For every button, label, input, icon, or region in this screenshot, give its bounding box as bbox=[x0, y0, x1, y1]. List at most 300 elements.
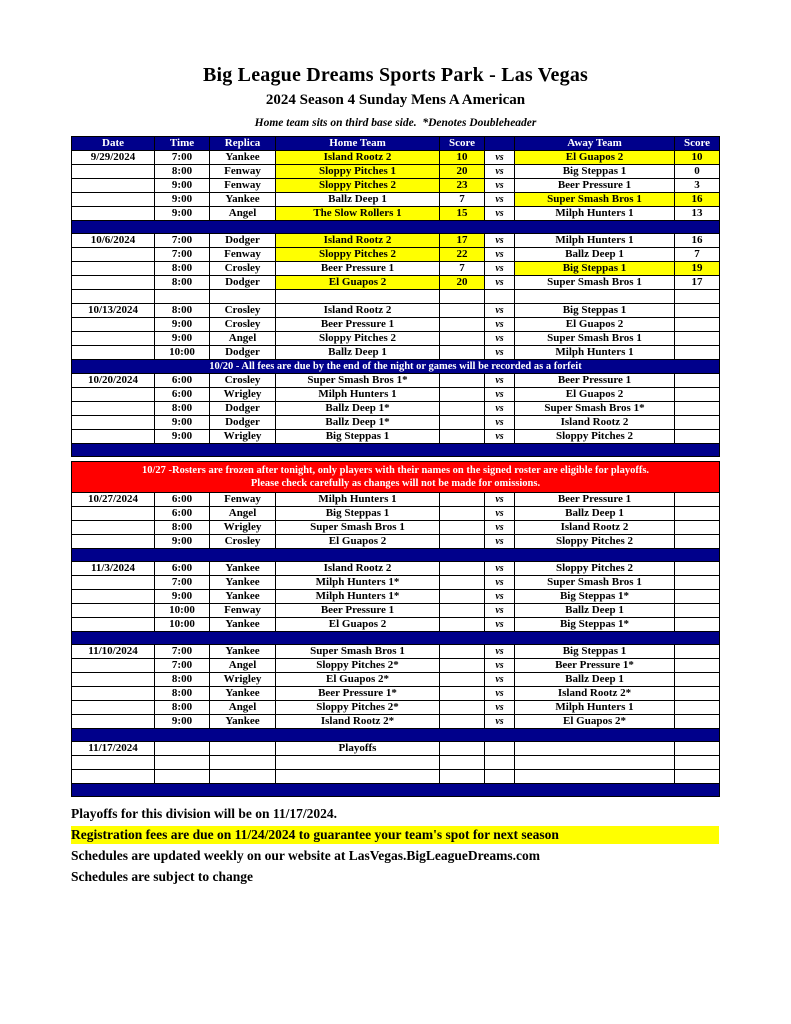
playoffs-row bbox=[72, 742, 720, 756]
separator-band bbox=[72, 729, 720, 742]
vs-label: vs bbox=[485, 715, 515, 729]
away-team-cell: Ballz Deep 1 bbox=[515, 673, 675, 687]
roster-freeze-notice-line: 10/27 -Rosters are frozen after tonight, only players with their names on the signed roster are eligible for playoffs. bbox=[141, 465, 650, 476]
vs-label: vs bbox=[485, 645, 515, 659]
empty-cell bbox=[515, 756, 675, 770]
empty-cell bbox=[155, 756, 210, 770]
away-team-cell: El Guapos 2* bbox=[515, 715, 675, 729]
away-team-cell: Milph Hunters 1 bbox=[515, 207, 675, 221]
page-subtitle: 2024 Season 4 Sunday Mens A American bbox=[265, 92, 526, 108]
vs-label: vs bbox=[485, 576, 515, 590]
away-team-cell: Milph Hunters 1 bbox=[515, 701, 675, 715]
empty-cell bbox=[440, 770, 485, 784]
time-cell: 8:00 bbox=[155, 262, 210, 276]
replica-cell: Crosley bbox=[210, 318, 276, 332]
replica-cell: Yankee bbox=[210, 715, 276, 729]
replica-cell: Crosley bbox=[210, 374, 276, 388]
home-score-cell: 7 bbox=[440, 193, 485, 207]
date-cell bbox=[72, 165, 155, 179]
replica-cell: Wrigley bbox=[210, 673, 276, 687]
replica-cell: Yankee bbox=[210, 687, 276, 701]
away-team-cell: Ballz Deep 1 bbox=[515, 507, 675, 521]
time-cell: 7:00 bbox=[155, 659, 210, 673]
game-row bbox=[72, 701, 720, 715]
home-score-cell: 10 bbox=[440, 151, 485, 165]
time-cell: 9:00 bbox=[155, 430, 210, 444]
date-cell bbox=[72, 535, 155, 549]
vs-label: vs bbox=[485, 193, 515, 207]
date-cell bbox=[72, 207, 155, 221]
game-row bbox=[72, 304, 720, 318]
time-cell: 6:00 bbox=[155, 562, 210, 576]
empty-cell bbox=[155, 770, 210, 784]
game-row bbox=[72, 318, 720, 332]
date-cell: 10/27/2024 bbox=[72, 493, 155, 507]
game-row bbox=[72, 346, 720, 360]
empty-cell bbox=[675, 756, 720, 770]
time-cell: 6:00 bbox=[155, 507, 210, 521]
away-score-cell bbox=[675, 576, 720, 590]
vs-label: vs bbox=[485, 179, 515, 193]
date-cell: 11/3/2024 bbox=[72, 562, 155, 576]
away-team-cell: El Guapos 2 bbox=[515, 151, 675, 165]
away-score-cell bbox=[675, 673, 720, 687]
time-cell: 7:00 bbox=[155, 645, 210, 659]
away-score-cell bbox=[675, 493, 720, 507]
col-header-date: Date bbox=[72, 137, 155, 151]
replica-cell: Wrigley bbox=[210, 430, 276, 444]
game-row bbox=[72, 151, 720, 165]
vs-label: vs bbox=[485, 276, 515, 290]
game-row bbox=[72, 535, 720, 549]
page-note: Home team sits on third base side. *Denotes Doubleheader bbox=[254, 117, 537, 129]
date-cell bbox=[72, 262, 155, 276]
away-score-cell bbox=[675, 604, 720, 618]
home-score-cell bbox=[440, 590, 485, 604]
empty-cell bbox=[485, 290, 515, 304]
time-cell: 8:00 bbox=[155, 701, 210, 715]
away-team-cell: Beer Pressure 1 bbox=[515, 493, 675, 507]
vs-label: vs bbox=[485, 234, 515, 248]
away-team-cell: El Guapos 2 bbox=[515, 318, 675, 332]
time-cell: 6:00 bbox=[155, 493, 210, 507]
away-team-cell: Super Smash Bros 1 bbox=[515, 193, 675, 207]
date-cell bbox=[72, 521, 155, 535]
replica-cell: Crosley bbox=[210, 262, 276, 276]
home-team-cell: The Slow Rollers 1 bbox=[276, 207, 440, 221]
date-cell bbox=[72, 402, 155, 416]
away-score-cell: 17 bbox=[675, 276, 720, 290]
date-cell: 9/29/2024 bbox=[72, 151, 155, 165]
time-cell: 7:00 bbox=[155, 576, 210, 590]
replica-cell: Angel bbox=[210, 701, 276, 715]
time-cell: 9:00 bbox=[155, 179, 210, 193]
subject-to-change-note: Schedules are subject to change bbox=[71, 869, 253, 884]
replica-cell: Yankee bbox=[210, 193, 276, 207]
away-score-cell bbox=[675, 521, 720, 535]
home-team-cell: El Guapos 2 bbox=[276, 618, 440, 632]
game-row bbox=[72, 262, 720, 276]
home-team-cell: Super Smash Bros 1 bbox=[276, 645, 440, 659]
date-cell: 11/17/2024 bbox=[72, 742, 155, 756]
vs-label: vs bbox=[485, 701, 515, 715]
time-cell: 8:00 bbox=[155, 687, 210, 701]
time-cell bbox=[155, 742, 210, 756]
separator-row bbox=[72, 221, 720, 234]
time-cell: 8:00 bbox=[155, 402, 210, 416]
home-score-cell bbox=[440, 715, 485, 729]
away-score-cell bbox=[675, 346, 720, 360]
away-score-cell bbox=[675, 715, 720, 729]
separator-band bbox=[72, 221, 720, 234]
away-team-cell: Super Smash Bros 1 bbox=[515, 332, 675, 346]
vs-label: vs bbox=[485, 402, 515, 416]
vs-label: vs bbox=[485, 604, 515, 618]
empty-cell bbox=[485, 770, 515, 784]
away-team-cell: Island Rootz 2 bbox=[515, 521, 675, 535]
home-score-cell: 20 bbox=[440, 165, 485, 179]
away-team-cell: Super Smash Bros 1 bbox=[515, 576, 675, 590]
home-score-cell: 7 bbox=[440, 262, 485, 276]
home-team-cell: Sloppy Pitches 2* bbox=[276, 701, 440, 715]
date-cell bbox=[72, 430, 155, 444]
home-score-cell bbox=[440, 659, 485, 673]
home-team-cell: El Guapos 2* bbox=[276, 673, 440, 687]
home-score-cell: 23 bbox=[440, 179, 485, 193]
time-cell: 8:00 bbox=[155, 673, 210, 687]
replica-cell: Yankee bbox=[210, 618, 276, 632]
away-score-cell: 19 bbox=[675, 262, 720, 276]
home-score-cell bbox=[440, 304, 485, 318]
home-team-cell: Island Rootz 2* bbox=[276, 715, 440, 729]
game-row bbox=[72, 645, 720, 659]
home-team-cell: Ballz Deep 1* bbox=[276, 416, 440, 430]
away-team-cell: Sloppy Pitches 2 bbox=[515, 562, 675, 576]
time-cell: 10:00 bbox=[155, 346, 210, 360]
date-cell bbox=[72, 715, 155, 729]
date-cell bbox=[72, 673, 155, 687]
replica-cell: Fenway bbox=[210, 165, 276, 179]
roster-freeze-notice-row bbox=[72, 462, 720, 493]
game-row bbox=[72, 165, 720, 179]
table-header-row bbox=[72, 137, 720, 151]
away-team-cell: Big Steppas 1* bbox=[515, 618, 675, 632]
time-cell: 8:00 bbox=[155, 521, 210, 535]
game-row bbox=[72, 416, 720, 430]
home-team-cell: Beer Pressure 1 bbox=[276, 262, 440, 276]
replica-cell: Angel bbox=[210, 659, 276, 673]
home-team-cell: Milph Hunters 1* bbox=[276, 590, 440, 604]
away-score-cell bbox=[675, 742, 720, 756]
away-score-cell bbox=[675, 618, 720, 632]
game-row bbox=[72, 234, 720, 248]
home-team-cell: El Guapos 2 bbox=[276, 535, 440, 549]
date-cell bbox=[72, 248, 155, 262]
replica-cell: Dodger bbox=[210, 416, 276, 430]
col-header-replica: Replica bbox=[210, 137, 276, 151]
date-cell bbox=[72, 659, 155, 673]
separator-band bbox=[72, 444, 720, 457]
away-team-cell: Super Smash Bros 1 bbox=[515, 276, 675, 290]
empty-cell bbox=[210, 770, 276, 784]
away-team-cell: Big Steppas 1 bbox=[515, 304, 675, 318]
home-team-cell: Super Smash Bros 1 bbox=[276, 521, 440, 535]
home-team-cell: Super Smash Bros 1* bbox=[276, 374, 440, 388]
empty-cell bbox=[675, 290, 720, 304]
time-cell: 9:00 bbox=[155, 332, 210, 346]
vs-label: vs bbox=[485, 590, 515, 604]
replica-cell: Angel bbox=[210, 332, 276, 346]
game-row bbox=[72, 402, 720, 416]
away-team-cell: Super Smash Bros 1* bbox=[515, 402, 675, 416]
game-row bbox=[72, 604, 720, 618]
time-cell: 9:00 bbox=[155, 193, 210, 207]
home-team-cell: Sloppy Pitches 2 bbox=[276, 332, 440, 346]
game-row bbox=[72, 659, 720, 673]
empty-cell bbox=[485, 756, 515, 770]
empty-cell bbox=[276, 756, 440, 770]
date-cell bbox=[72, 193, 155, 207]
home-team-cell: Big Steppas 1 bbox=[276, 507, 440, 521]
vs-label: vs bbox=[485, 562, 515, 576]
vs-label: vs bbox=[485, 416, 515, 430]
game-row bbox=[72, 179, 720, 193]
fees-notice-text: 10/20 - All fees are due by the end of the night or games will be recorded as a forfeit bbox=[72, 360, 720, 374]
date-cell: 10/6/2024 bbox=[72, 234, 155, 248]
date-cell bbox=[72, 618, 155, 632]
home-score-cell bbox=[440, 402, 485, 416]
home-score-cell bbox=[440, 346, 485, 360]
col-header-vs bbox=[485, 137, 515, 151]
game-row bbox=[72, 507, 720, 521]
roster-freeze-notice-text bbox=[72, 462, 720, 493]
away-score-cell bbox=[675, 535, 720, 549]
away-score-cell bbox=[675, 645, 720, 659]
home-score-cell: 15 bbox=[440, 207, 485, 221]
home-team-cell: Beer Pressure 1* bbox=[276, 687, 440, 701]
page-header bbox=[0, 0, 791, 129]
replica-cell: Angel bbox=[210, 207, 276, 221]
vs-label: vs bbox=[485, 374, 515, 388]
home-score-cell bbox=[440, 687, 485, 701]
home-team-cell: Island Rootz 2 bbox=[276, 151, 440, 165]
date-cell: 11/10/2024 bbox=[72, 645, 155, 659]
separator-band bbox=[72, 784, 720, 797]
replica-cell: Crosley bbox=[210, 304, 276, 318]
date-cell: 10/13/2024 bbox=[72, 304, 155, 318]
away-score-cell bbox=[675, 416, 720, 430]
home-score-cell bbox=[440, 332, 485, 346]
date-cell bbox=[72, 346, 155, 360]
away-team-cell: Island Rootz 2* bbox=[515, 687, 675, 701]
home-score-cell: 22 bbox=[440, 248, 485, 262]
roster-freeze-notice-line: Please check carefully as changes will not be made for omissions. bbox=[250, 478, 541, 489]
vs-label: vs bbox=[485, 493, 515, 507]
vs-label: vs bbox=[485, 535, 515, 549]
empty-cell bbox=[210, 756, 276, 770]
vs-label: vs bbox=[485, 151, 515, 165]
home-team-cell: Beer Pressure 1 bbox=[276, 318, 440, 332]
col-header-home-team: Home Team bbox=[276, 137, 440, 151]
away-team-cell: Beer Pressure 1 bbox=[515, 374, 675, 388]
empty-cell bbox=[440, 290, 485, 304]
vs-label: vs bbox=[485, 262, 515, 276]
game-row bbox=[72, 493, 720, 507]
replica-cell: Yankee bbox=[210, 576, 276, 590]
vs-label: vs bbox=[485, 507, 515, 521]
game-row bbox=[72, 276, 720, 290]
away-team-cell: Big Steppas 1 bbox=[515, 165, 675, 179]
date-cell bbox=[72, 179, 155, 193]
replica-cell: Dodger bbox=[210, 346, 276, 360]
game-row bbox=[72, 374, 720, 388]
home-team-cell: Beer Pressure 1 bbox=[276, 604, 440, 618]
separator-row bbox=[72, 729, 720, 742]
home-team-cell: Sloppy Pitches 2 bbox=[276, 248, 440, 262]
home-team-cell: Milph Hunters 1* bbox=[276, 576, 440, 590]
time-cell: 8:00 bbox=[155, 165, 210, 179]
empty-cell bbox=[276, 770, 440, 784]
date-cell bbox=[72, 318, 155, 332]
game-row bbox=[72, 562, 720, 576]
game-row bbox=[72, 590, 720, 604]
replica-cell bbox=[210, 742, 276, 756]
schedule-rows bbox=[72, 151, 720, 797]
col-header-away-team: Away Team bbox=[515, 137, 675, 151]
vs-label: vs bbox=[485, 673, 515, 687]
schedule-table bbox=[71, 136, 720, 797]
replica-cell: Dodger bbox=[210, 234, 276, 248]
replica-cell: Yankee bbox=[210, 645, 276, 659]
vs-label: vs bbox=[485, 165, 515, 179]
empty-cell bbox=[210, 290, 276, 304]
away-score-cell bbox=[675, 701, 720, 715]
away-score-cell bbox=[675, 659, 720, 673]
empty-cell bbox=[675, 770, 720, 784]
home-score-cell bbox=[440, 430, 485, 444]
empty-row bbox=[72, 770, 720, 784]
vs-label: vs bbox=[485, 430, 515, 444]
replica-cell: Fenway bbox=[210, 604, 276, 618]
away-score-cell bbox=[675, 507, 720, 521]
home-team-cell: Sloppy Pitches 2* bbox=[276, 659, 440, 673]
home-team-cell: Island Rootz 2 bbox=[276, 562, 440, 576]
separator-row bbox=[72, 444, 720, 457]
time-cell: 10:00 bbox=[155, 604, 210, 618]
away-score-cell: 3 bbox=[675, 179, 720, 193]
home-team-cell: Island Rootz 2 bbox=[276, 304, 440, 318]
replica-cell: Yankee bbox=[210, 151, 276, 165]
game-row bbox=[72, 687, 720, 701]
home-score-cell bbox=[440, 535, 485, 549]
away-score-cell bbox=[675, 332, 720, 346]
playoffs-label: Playoffs bbox=[276, 742, 440, 756]
home-team-cell: Ballz Deep 1 bbox=[276, 193, 440, 207]
page-title: Big League Dreams Sports Park - Las Vegas bbox=[202, 64, 589, 86]
replica-cell: Angel bbox=[210, 507, 276, 521]
home-team-cell: Sloppy Pitches 1 bbox=[276, 165, 440, 179]
home-score-cell bbox=[440, 507, 485, 521]
away-score-cell bbox=[675, 687, 720, 701]
time-cell: 7:00 bbox=[155, 234, 210, 248]
replica-cell: Dodger bbox=[210, 276, 276, 290]
time-cell: 6:00 bbox=[155, 374, 210, 388]
home-score-cell bbox=[440, 416, 485, 430]
away-team-cell: Ballz Deep 1 bbox=[515, 604, 675, 618]
replica-cell: Yankee bbox=[210, 562, 276, 576]
away-team-cell: Beer Pressure 1 bbox=[515, 179, 675, 193]
vs-label: vs bbox=[485, 332, 515, 346]
time-cell: 7:00 bbox=[155, 248, 210, 262]
game-row bbox=[72, 388, 720, 402]
away-score-cell: 16 bbox=[675, 234, 720, 248]
away-score-cell bbox=[675, 374, 720, 388]
website-note: Schedules are updated weekly on our website at LasVegas.BigLeagueDreams.com bbox=[71, 848, 541, 863]
game-row bbox=[72, 576, 720, 590]
away-team-cell: Big Steppas 1 bbox=[515, 645, 675, 659]
home-score-cell bbox=[440, 645, 485, 659]
home-score-cell bbox=[440, 318, 485, 332]
separator-band bbox=[72, 632, 720, 645]
vs-label: vs bbox=[485, 346, 515, 360]
home-team-cell: Milph Hunters 1 bbox=[276, 493, 440, 507]
away-score-cell bbox=[675, 430, 720, 444]
time-cell: 9:00 bbox=[155, 590, 210, 604]
vs-cell bbox=[485, 742, 515, 756]
home-team-cell: El Guapos 2 bbox=[276, 276, 440, 290]
time-cell: 9:00 bbox=[155, 535, 210, 549]
page-footer bbox=[71, 805, 731, 886]
time-cell: 9:00 bbox=[155, 207, 210, 221]
home-score-cell: 20 bbox=[440, 276, 485, 290]
replica-cell: Wrigley bbox=[210, 521, 276, 535]
time-cell: 8:00 bbox=[155, 276, 210, 290]
time-cell: 6:00 bbox=[155, 388, 210, 402]
empty-cell bbox=[515, 770, 675, 784]
time-cell: 9:00 bbox=[155, 318, 210, 332]
replica-cell: Fenway bbox=[210, 179, 276, 193]
away-score-cell: 16 bbox=[675, 193, 720, 207]
game-row bbox=[72, 193, 720, 207]
home-team-cell: Island Rootz 2 bbox=[276, 234, 440, 248]
date-cell bbox=[72, 276, 155, 290]
away-score-cell: 7 bbox=[675, 248, 720, 262]
playoffs-note: Playoffs for this division will be on 11/17/2024. bbox=[71, 806, 338, 821]
time-cell: 7:00 bbox=[155, 151, 210, 165]
away-team-cell bbox=[515, 742, 675, 756]
home-team-cell: Milph Hunters 1 bbox=[276, 388, 440, 402]
vs-label: vs bbox=[485, 687, 515, 701]
date-cell bbox=[72, 576, 155, 590]
away-team-cell: Sloppy Pitches 2 bbox=[515, 430, 675, 444]
col-header-home-score: Score bbox=[440, 137, 485, 151]
home-score-cell bbox=[440, 604, 485, 618]
home-score-cell bbox=[440, 374, 485, 388]
separator-row bbox=[72, 784, 720, 797]
fees-notice-row bbox=[72, 360, 720, 374]
game-row bbox=[72, 332, 720, 346]
empty-cell bbox=[276, 290, 440, 304]
vs-label: vs bbox=[485, 521, 515, 535]
home-score-cell bbox=[440, 562, 485, 576]
date-cell bbox=[72, 590, 155, 604]
home-team-cell: Sloppy Pitches 2 bbox=[276, 179, 440, 193]
home-score-cell bbox=[440, 576, 485, 590]
col-header-away-score: Score bbox=[675, 137, 720, 151]
away-score-cell: 13 bbox=[675, 207, 720, 221]
date-cell bbox=[72, 416, 155, 430]
away-score-cell bbox=[675, 590, 720, 604]
